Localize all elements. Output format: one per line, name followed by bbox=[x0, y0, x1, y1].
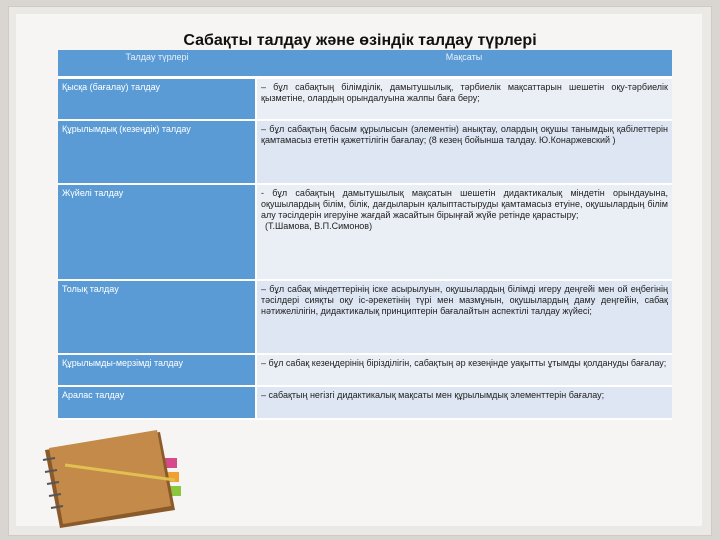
row-goal bbox=[256, 184, 672, 280]
goal-authors: (Т.Шамова, В.П.Симонов) bbox=[265, 220, 373, 231]
header-goal: Мақсаты bbox=[256, 50, 672, 78]
row-goal: – бұл сабақ міндеттерінің іске асырылуын, оқушылардың білімді игеру деңгейі мен ой еңбегінің тәсілдері сияқты оқу іс-әрекетінің түрі мен мазмұнын, оқушылардың даму деңгейін, сабақ нәтижелілігін, дидактикалық принциптерін бағалайтын аспектілі талдау жүйесі; bbox=[256, 280, 672, 354]
header-types: Талдау түрлері bbox=[58, 50, 256, 78]
row-goal: – бұл сабақтың білімділік, дамытушылық, тәрбиелік мақсаттарын шешетін оқу-тәрбиелік қызметіне, олардың орындалуына жалпы баға беру; bbox=[256, 78, 672, 120]
row-type: Құрылымды-мерзімді талдау bbox=[58, 354, 256, 386]
row-type: Қысқа (бағалау) талдау bbox=[58, 78, 256, 120]
row-type: Толық талдау bbox=[58, 280, 256, 354]
row-type: Құрылымдық (кезеңдік) талдау bbox=[58, 120, 256, 184]
analysis-table bbox=[58, 50, 672, 420]
page-title: Сабақты талдау және өзіндік талдау түрлері bbox=[183, 32, 537, 49]
row-goal: – бұл сабақ кезеңдерінің бірізділігін, сабақтың әр кезеңінде уақытты ұтымды қолдануды бағалау; bbox=[256, 354, 672, 386]
row-goal: – бұл сабақтың басым құрылысын (элементін) анықтау, олардың оқушы танымдық қабілеттерін қамтамасыз ететін қажеттілігін бағалау; (8 кезең бойынша талдау. Ю.Конаржевский ) bbox=[256, 120, 672, 184]
row-type: Жүйелі талдау bbox=[58, 184, 256, 280]
row-type: Аралас талдау bbox=[58, 386, 256, 419]
row-goal: – сабақтың негізгі дидактикалық мақсаты мен құрылымдық элементтерін бағалау; bbox=[256, 386, 672, 419]
goal-text: - бұл сабақтың дамытушылық мақсатын шешетін дидактикалық міндетін орындауына, оқушылардың білім, білік, дағдыларын қалыптастыруды қамтамасыз етуіне, оқушылардың білім алу тәсілдерін игеруіне жағдай жасайтын бірыңғай жүйе ретінде қарастыру; bbox=[261, 187, 668, 220]
notebook-icon bbox=[25, 420, 185, 530]
